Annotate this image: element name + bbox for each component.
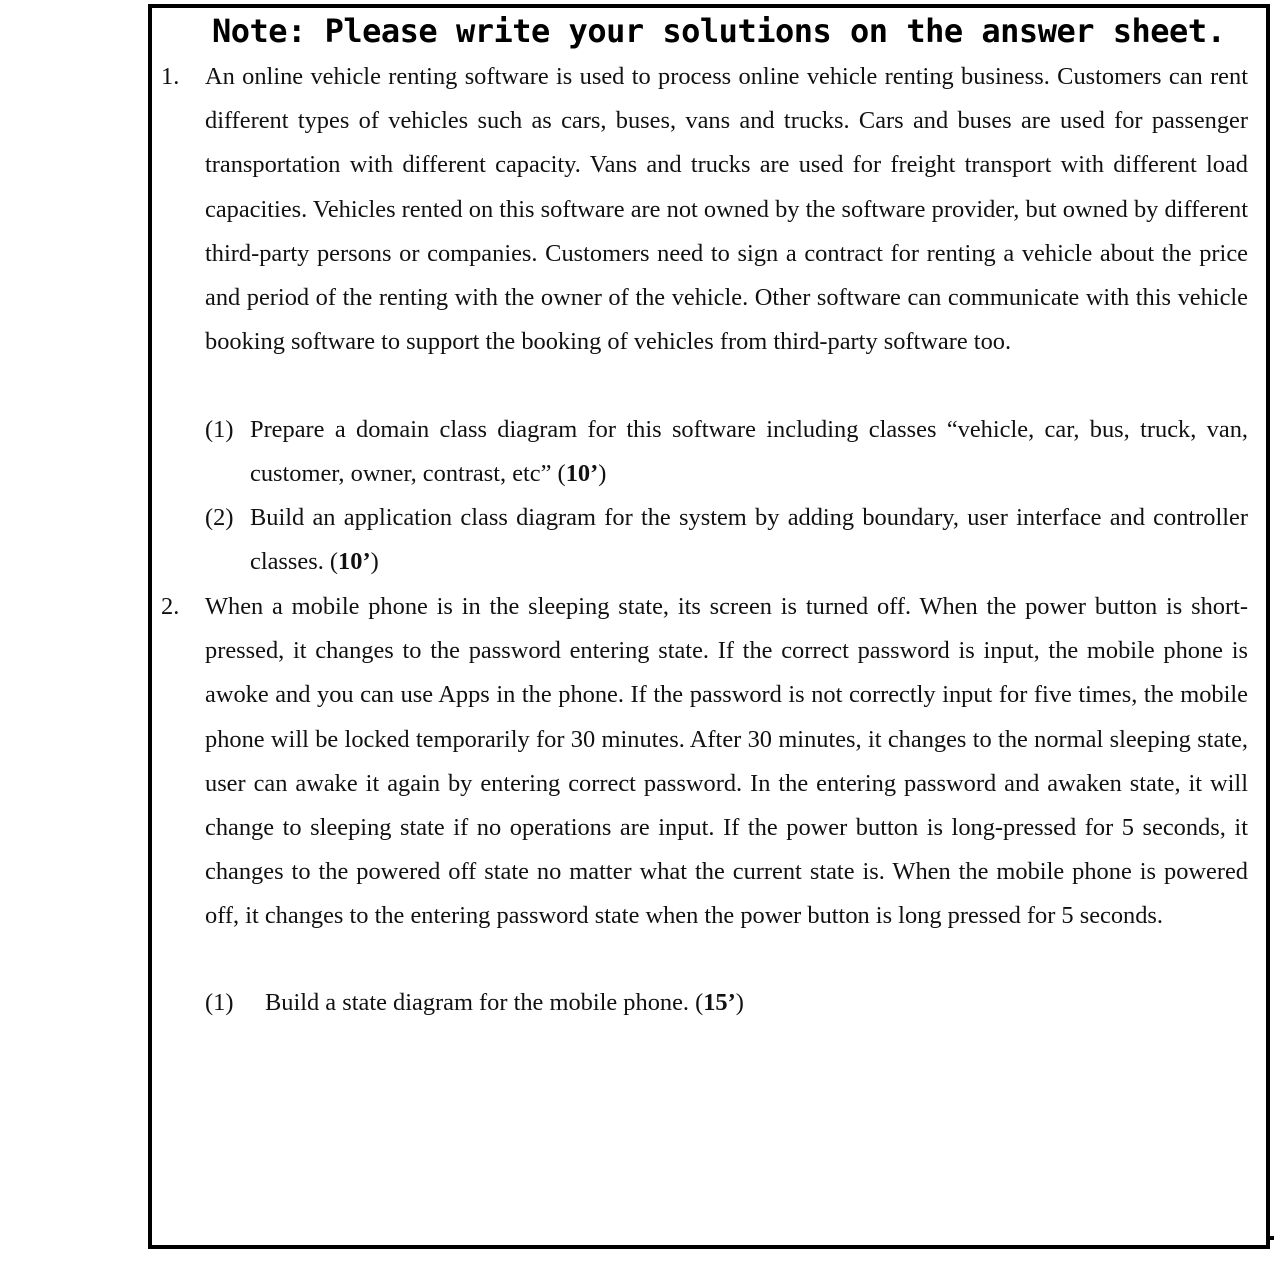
question-1-part-2-body [250, 496, 1248, 584]
question-1-part-1-body [250, 408, 1248, 496]
question-1-part-1-number: (1) [205, 416, 234, 443]
question-1-number: 1. [161, 63, 180, 90]
note-heading: Note: Please write your solutions on the answer sheet. [212, 12, 1226, 50]
question-1-part-2-points: 10’ [338, 548, 371, 576]
question-2-part-1-body [265, 981, 1165, 1025]
question-1-part-2-text: Build an application class diagram for the system by adding boundary, user interface and controller classes. ( [250, 504, 1248, 576]
frame-edge [1266, 1236, 1274, 1240]
question-2-part-1-number: (1) [205, 989, 234, 1016]
question-2-text: When a mobile phone is in the sleeping state, its screen is turned off. When the power button is short-pressed, it changes to the password entering state. If the correct password is input, the mobile phone is awoke and you can use Apps in the phone. If the password is not correctly input for five times, the mobile phone will be locked temporarily for 30 minutes. After 30 minutes, it changes to the normal sleeping state, user can awake it again by entering correct password. In the entering password and awaken state, it will change to sleeping state if no operations are input. If the power button is long-pressed for 5 seconds, it changes to the powered off state no matter what the current state is. When the mobile phone is powered off, it changes to the entering password state when the power button is long pressed for 5 seconds. [205, 593, 1248, 930]
question-2-number: 2. [161, 593, 180, 620]
question-1-part-2-number: (2) [205, 504, 234, 531]
question-2-part-1-close: ) [735, 989, 744, 1016]
question-2-part-1-points: 15’ [703, 989, 736, 1016]
question-1-part-1-text: Prepare a domain class diagram for this software including classes “vehicle, car, bus, truck, van, customer, owner, contrast, etc” ( [250, 416, 1248, 488]
question-1-part-2-close: ) [370, 548, 379, 576]
question-1-part-1-points: 10’ [565, 460, 599, 488]
question-1-part-1-close: ) [598, 460, 607, 488]
question-2-part-1-text: Build a state diagram for the mobile phone. ( [265, 989, 704, 1016]
question-1-text: An online vehicle renting software is used to process online vehicle renting business. Customers can rent different types of vehicles such as cars, buses, vans and trucks. Cars and buses are used for passenger transportation with different capacity. Vans and trucks are used for freight transport with different load capacities. Vehicles rented on this software are not owned by the software provider, but owned by different third-party persons or companies. Customers need to sign a contract for renting a vehicle about the price and period of the renting with the owner of the vehicle. Other software can communicate with this vehicle booking software to support the booking of vehicles from third-party software too. [205, 63, 1248, 356]
